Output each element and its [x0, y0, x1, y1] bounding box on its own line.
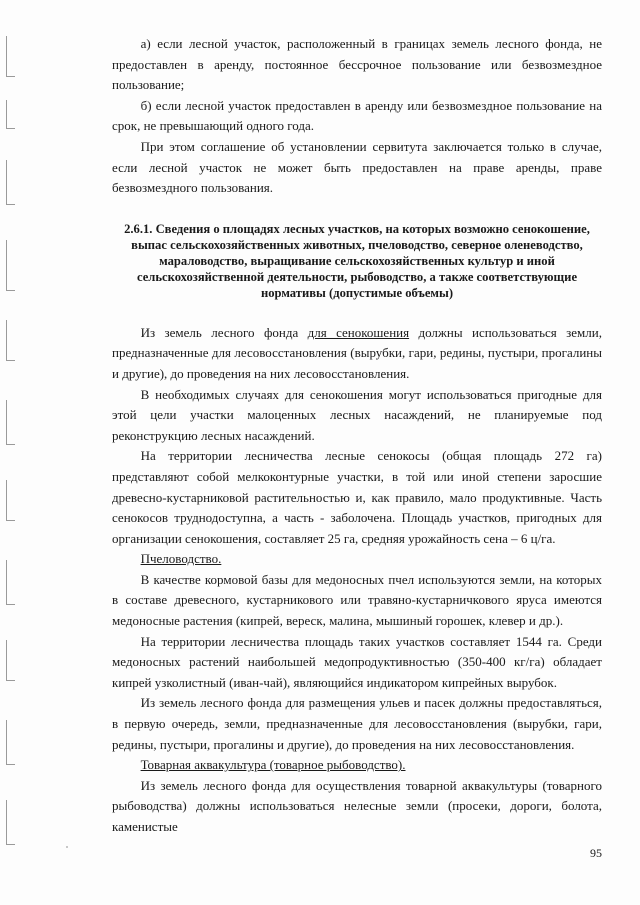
- binding-margin: [0, 0, 18, 905]
- page-number: 95: [590, 846, 602, 860]
- beekeeping-title-text: Пчеловодство.: [140, 551, 222, 567]
- binding-mark: [6, 320, 15, 361]
- haymaking-text-before: Из земель лесного фонда: [140, 324, 308, 340]
- binding-mark: [6, 720, 15, 765]
- haymaking-underlined-term: для сенокошения: [307, 324, 410, 340]
- haymaking-text-after: должны использоваться земли, предназначенные для лесовосстановления (вырубки, гари, редины, пустыри, прогалины и другие), до проведения на них лесовосстановления.: [112, 324, 602, 381]
- paragraph-haymaking-2: В необходимых случаях для сенокошения могут использоваться пригодные для этой цели участки малоценных лесных насаждений, не планируемые под реконструкцию лесных насаждений.: [112, 386, 602, 443]
- binding-mark: [6, 160, 15, 205]
- paragraph-haymaking-3: На территории лесничества лесные сенокосы (общая площадь 272 га) представляют собой мелкоконтурные участки, в той или иной степени заросшие древесно-кустарниковой растительностью и, как правило, мало продуктивные. Часть сенокосов труднодоступна, а часть - заболочена. Площадь участков, пригодных для организации сенокошения, составляет 25 га, средняя урожайность сена – 6 ц/га.: [112, 448, 602, 546]
- scan-speck: [66, 846, 68, 848]
- paragraph-haymaking-1: [112, 323, 602, 385]
- page-content: [112, 34, 602, 838]
- paragraph-servitude-a: а) если лесной участок, расположенный в границах земель лесного фонда, не предоставлен в аренду, постоянное бессрочное пользование или безвозмездное пользование;: [112, 36, 602, 93]
- aquaculture-title-text: Товарная аквакультура (товарное рыбоводство).: [140, 757, 406, 773]
- section-heading: 2.6.1. Сведения о площадях лесных участков, на которых возможно сенокошение, выпас сельскохозяйственных животных, пчеловодство, северное оленеводство, мараловодство, выращивание сельскохозяйственных культур и иной сельскохозяйственной деятельности, рыбоводство, а также соответствующие нормативы (допустимые объемы): [124, 221, 590, 300]
- paragraph-beekeeping-3: Из земель лесного фонда для размещения ульев и пасек должны предоставляться, в первую очередь, земли, предназначенные для лесовосстановления (вырубки, гари, редины, пустыри, прогалины и другие), до проведения на них лесовосстановления.: [112, 695, 602, 752]
- paragraph-aquaculture-1: Из земель лесного фонда для осуществления товарной аквакультуры (товарного рыбоводства) должны использоваться нелесные земли (просеки, дороги, болота, каменистые: [112, 777, 602, 834]
- aquaculture-title: [112, 755, 602, 776]
- binding-mark: [6, 100, 15, 129]
- binding-mark: [6, 800, 15, 845]
- paragraph-beekeeping-2: На территории лесничества площадь таких участков составляет 1544 га. Среди медоносных растений наибольшей медопродуктивностью (350-400 кг/га) обладает кипрей узколистный (иван-чай), являющийся индикатором кипрейных вырубок.: [112, 633, 602, 690]
- binding-mark: [6, 480, 15, 521]
- binding-mark: [6, 240, 15, 291]
- paragraph-servitude-condition: При этом соглашение об установлении сервитута заключается только в случае, если лесной участок не может быть предоставлен на праве аренды, праве безвозмездного пользования.: [112, 138, 602, 196]
- binding-mark: [6, 640, 15, 681]
- beekeeping-title: [112, 549, 602, 570]
- paragraph-servitude-b: б) если лесной участок предоставлен в аренду или безвозмездное пользование на срок, не превышающий одного года.: [112, 97, 602, 134]
- paragraph-beekeeping-1: В качестве кормовой базы для медоносных пчел используются земли, на которых в составе древесного, кустарникового или травяно-кустарничкового яруса имеются медоносные растения (кипрей, вереск, малина, мышиный горошек, клевер и др.).: [112, 571, 602, 629]
- binding-mark: [6, 36, 15, 77]
- binding-mark: [6, 560, 15, 605]
- binding-mark: [6, 400, 15, 445]
